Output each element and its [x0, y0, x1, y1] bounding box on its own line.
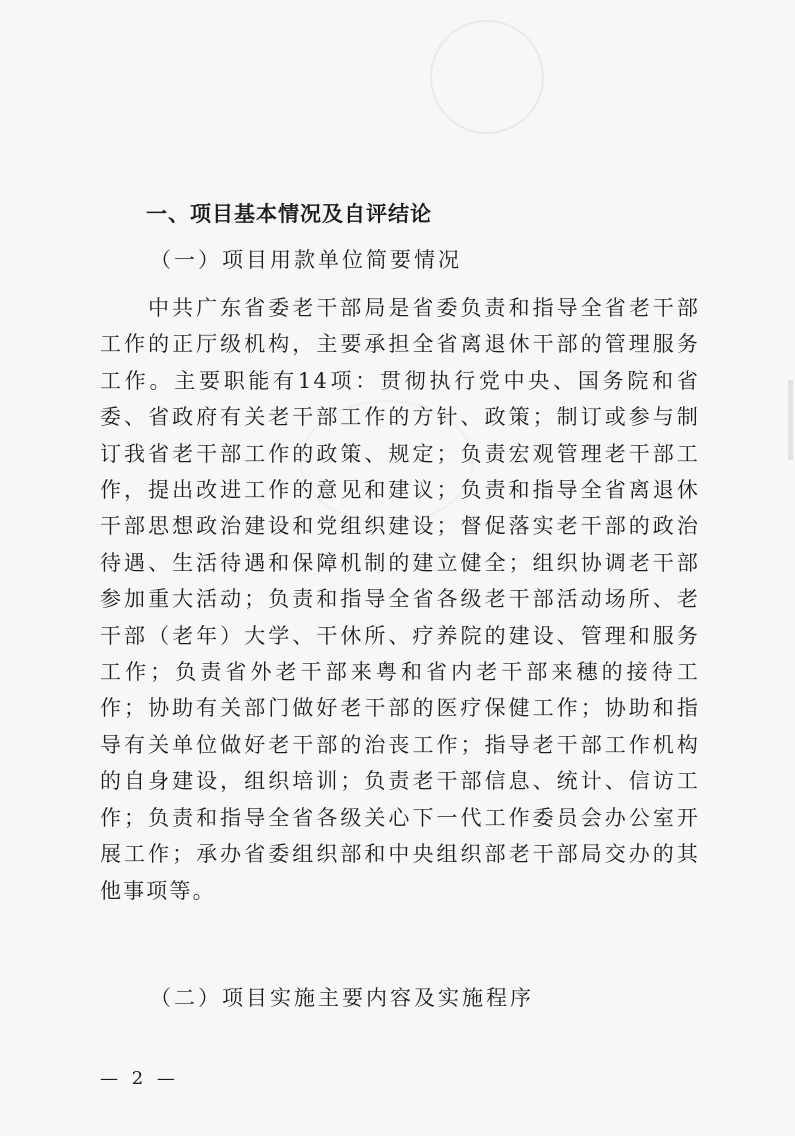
page-number: — 2 — — [100, 1068, 179, 1089]
seal-stamp — [430, 20, 544, 134]
subsection-heading-2: （二）项目实施主要内容及实施程序 — [150, 986, 534, 1010]
section-heading: 一、项目基本情况及自评结论 — [146, 202, 432, 226]
subsection-heading-1: （一）项目用款单位简要情况 — [150, 248, 462, 272]
binding-mark — [788, 380, 793, 460]
body-paragraph: 中共广东省委老干部局是省委负责和指导全省老干部工作的正厅级机构，主要承担全省离退休干部的管理服务工作。主要职能有14项：贯彻执行党中央、国务院和省委、省政府有关老干部工作的方针、政策；制订或参与制订我省老干部工作的政策、规定；负责宏观管理老干部工作，提出改进工作的意见和建议；负责和指导全省离退休干部思想政治建设和党组织建设；督促落实老干部的政治待遇、生活待遇和保障机制的建立健全；组织协调老干部参加重大活动；负责和指导全省各级老干部活动场所、老干部（老年）大学、干休所、疗养院的建设、管理和服务工作；负责省外老干部来粤和省内老干部来穗的接待工作；协助有关部门做好老干部的医疗保健工作；协助和指导有关单位做好老干部的治丧工作；指导老干部工作机构的自身建设，组织培训；负责老干部信息、统计、信访工作；负责和指导全省各级关心下一代工作委员会办公室开展工作；承办省委组织部和中央组织部老干部局交办的其他事项等。 — [100, 296, 700, 903]
